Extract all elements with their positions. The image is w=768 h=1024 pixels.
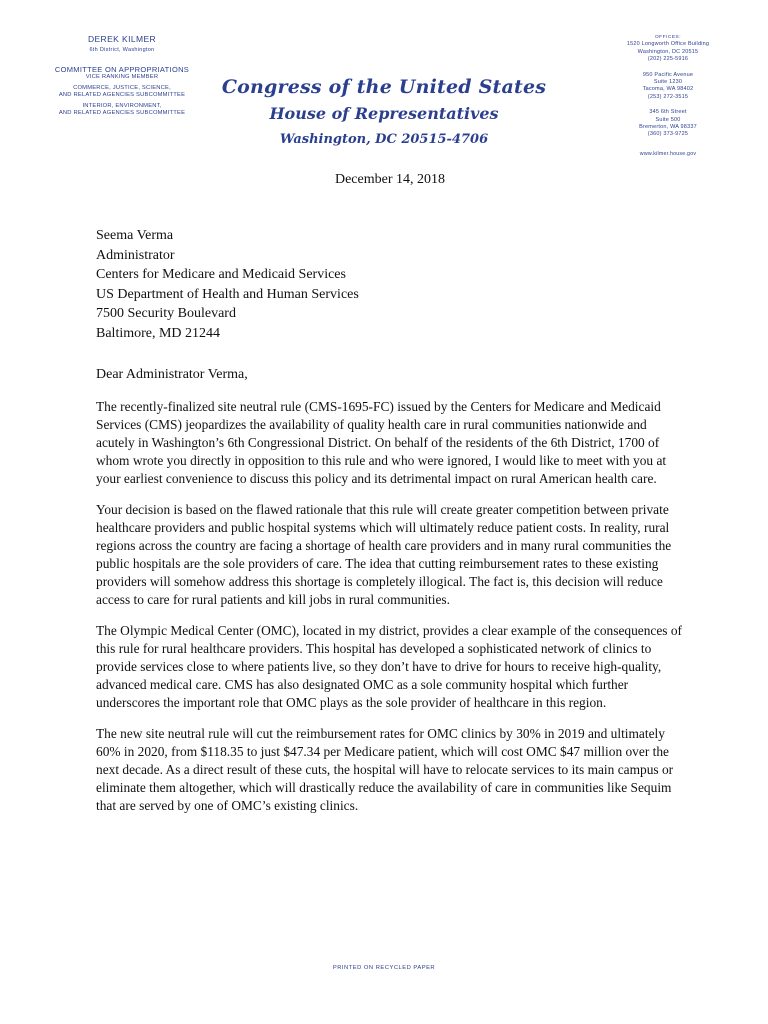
subcommittee-2-line2: AND RELATED AGENCIES SUBCOMMITTEE [58,110,186,116]
address-line: Centers for Medicare and Medicaid Services [96,267,346,282]
office-1-phone: (202) 225-5916 [647,56,689,63]
committee-role: VICE RANKING MEMBER [85,74,159,80]
address-line: Administrator [96,247,175,263]
member-name: DEREK KILMER [87,34,157,44]
office-1-line2: Washington, DC 20515 [637,48,699,55]
office-2-phone: (253) 272-3515 [647,93,689,100]
body-paragraph: The Olympic Medical Center (OMC), located in my district, provides a clear example of the consequences of this rule for rural healthcare providers. This hospital has developed a sophisticated network of clinics to provide services close to where patients live, so they don’t have to drive for hours to receive high-quality, advanced medical care. CMS has also designated OMC as a sole community hospital which further underscores the important role that OMC plays as the sole provider of healthcare in this region. [96,623,683,710]
letter-body [96,398,686,828]
subcommittee-1-line2: AND RELATED AGENCIES SUBCOMMITTEE [58,92,186,98]
office-3-line2: Suite 500 [655,116,681,123]
office-3-phone: (360) 373-9725 [647,131,689,138]
offices-label: OFFICES: [654,35,682,40]
congress-title: Congress of the United States [221,76,547,98]
address-line: Seema Verma [96,228,174,243]
office-2-line1: 950 Pacific Avenue [642,71,694,78]
recycled-paper-note: PRINTED ON RECYCLED PAPER [332,965,436,971]
house-title: House of Representatives [269,104,499,123]
recipient-address [96,226,359,343]
office-2-line3: Tacoma, WA 98402 [642,86,694,93]
salutation: Dear Administrator Verma, [96,367,248,382]
address-line: 7500 Security Boulevard [96,306,236,321]
letterhead-title-block [200,76,568,147]
office-1-line1: 1520 Longworth Office Building [626,41,710,48]
website: www.kilmer.house.gov [639,150,697,157]
address-line: Baltimore, MD 21244 [96,325,221,341]
body-paragraph: The recently-finalized site neutral rule (CMS-1695-FC) issued by the Centers for Medicare and Medicaid Services (CMS) jeopardizes the availability of quality health care in rural communities nationwide and acutely in Washington’s 6th Congressional District. On behalf of the residents of the 6th District, 1700 of whom wrote you directly in opposition to this rule and who were ignored, I would like to meet with you at your earliest convenience to discuss this policy and its detrimental impact on rural American health care. [96,399,667,486]
member-district: 6th District, Washington [89,47,155,53]
committee-name: COMMITTEE ON APPROPRIATIONS [54,65,190,74]
address-line: US Department of Health and Human Services [96,286,359,302]
office-3-line3: Bremerton, WA 98337 [639,124,697,131]
house-address: Washington, DC 20515-4706 [279,132,489,147]
letter-date: December 14, 2018 [334,172,446,187]
office-2-line2: Suite 1230 [653,79,683,86]
subcommittee-2-line1: INTERIOR, ENVIRONMENT, [82,103,162,109]
subcommittee-1-line1: COMMERCE, JUSTICE, SCIENCE, [73,85,171,91]
body-paragraph: Your decision is based on the flawed rationale that this rule will create greater competition between private healthcare providers and public hospital systems which will ultimately reduce patient costs. In reality, rural regions across the country are facing a shortage of health care providers and in many rural communities the public hospitals are the sole providers of care. The idea that cutting reimbursement rates to these existing providers will somehow address this shortage is completely illogical. The fact is, this decision will reduce access to care for rural patients and kill jobs in rural communities. [96,502,672,607]
letterhead-member-block [46,34,198,117]
office-3-line1: 345 6th Street [649,109,687,116]
body-paragraph: The new site neutral rule will cut the reimbursement rates for OMC clinics by 30% in 2019 and ultimately 60% in 2020, from $118.35 to just $47.34 per Medicare patient, which will cost OMC $47 million over the next decade. As a direct result of these cuts, the hospital will have to relocate services to its main campus or eliminate them altogether, which will drastically reduce the availability of care in communities like Sequim that are served by one of OMC’s existing clinics. [96,726,674,813]
letterhead-offices-block [608,34,728,158]
